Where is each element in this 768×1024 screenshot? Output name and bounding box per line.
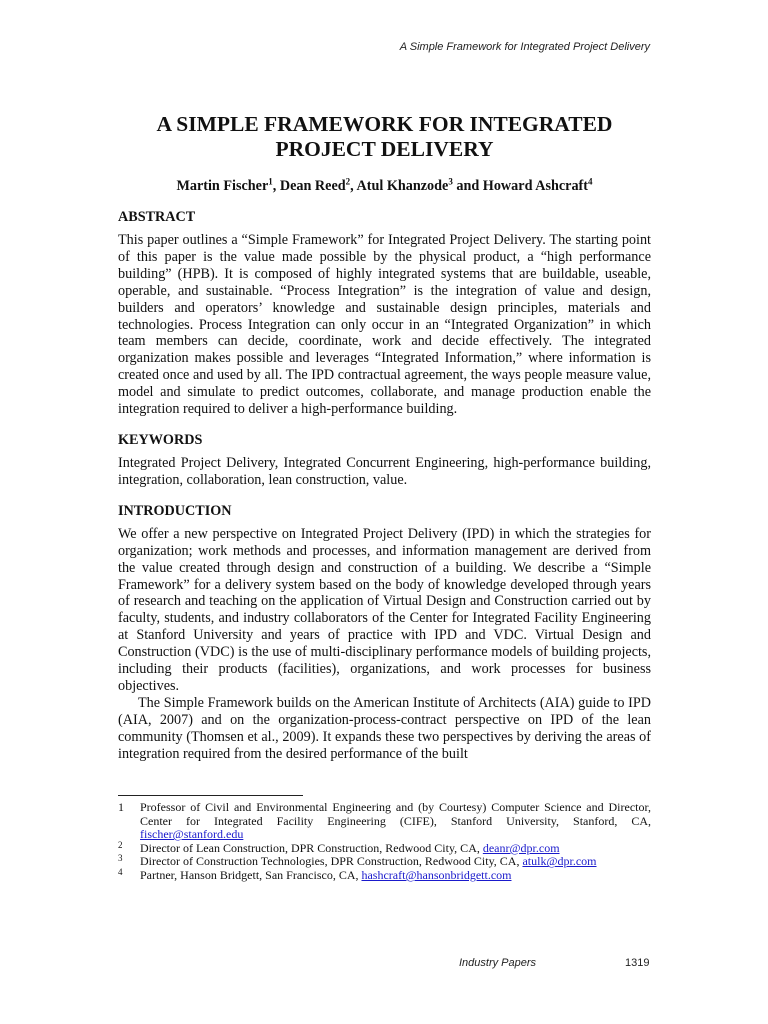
footnote-text (140, 842, 651, 856)
author-separator: and (452, 178, 483, 194)
author-name: Dean Reed (279, 178, 346, 194)
author-name: Howard Ashcraft (482, 178, 589, 194)
email-link[interactable]: deanr@dpr.com (482, 840, 560, 855)
author-name: Atul Khanzode (356, 178, 449, 194)
author-name: Martin Fischer (176, 178, 269, 194)
author-list (118, 178, 651, 195)
footnote-number: 3 (118, 853, 123, 864)
paper-title: A SIMPLE FRAMEWORK FOR INTEGRATED PROJECT DELIVERY (156, 112, 613, 161)
email-link[interactable]: hashcraft@hansonbridgett.com (361, 867, 512, 882)
footnote-affiliation: Professor of Civil and Environmental Engineering and (by Courtesy) Computer Science and Director, Center for Integrated Facility Engineering (CIFE), Stanford University, Stanford, CA, (140, 800, 651, 828)
footnote-text (140, 801, 651, 842)
introduction-paragraph-2: The Simple Framework builds on the American Institute of Architects (AIA) guide to IPD (AIA, 2007) and on the organization-process-contract perspective on IPD of the lean community (Thomsen et al., 2009). It expands these two perspectives by deriving the areas of integration required from the desired performance of the built (118, 694, 651, 762)
author-footnote-mark: 4 (588, 176, 593, 187)
running-header: A Simple Framework for Integrated Project Delivery (399, 41, 650, 53)
introduction-heading: INTRODUCTION (118, 502, 232, 519)
keywords-heading: KEYWORDS (118, 431, 203, 448)
page-number: 1319 (625, 957, 650, 969)
footnote-number: 1 (118, 800, 124, 814)
introduction-paragraph-1: We offer a new perspective on Integrated Project Delivery (IPD) in which the strategies for organization; work methods and processes, and information management are derived from the value created through design and construction of a building. We describe a “Simple Framework” for a delivery system based on the body of knowledge developed through years of research and teaching on the application of Virtual Design and Construction carried out by faculty, students, and industry collaborators of the Center for Integrated Facility Engineering at Stanford University and years of practice with IPD and VDC. Virtual Design and Construction (VDC) is the use of multi-disciplinary performance models of building projects, including their products (facilities), organizations, and work processes for business objectives. (118, 525, 651, 694)
footnote-text (140, 855, 651, 869)
footnote-affiliation: Director of Lean Construction, DPR Construction, Redwood City, CA, (140, 840, 483, 855)
footnote-item (118, 855, 651, 869)
footnote-item (118, 866, 651, 883)
author-separator: , (272, 178, 280, 194)
footnote-number: 4 (118, 866, 123, 877)
abstract-heading: ABSTRACT (118, 209, 196, 225)
email-link[interactable]: atulk@dpr.com (522, 854, 597, 869)
author-separator: , (350, 178, 357, 194)
footnote-text (140, 869, 651, 883)
footnote-item (118, 839, 651, 856)
keywords-text: Integrated Project Delivery, Integrated Concurrent Engineering, high-performance building, integration, collaboration, lean construction, value. (118, 454, 651, 488)
footnote-divider (118, 795, 303, 796)
footer-section-label: Industry Papers (459, 957, 537, 969)
main-content (118, 112, 651, 762)
author-footnote-mark: 3 (448, 176, 453, 187)
footnote-number: 2 (118, 839, 123, 850)
footnote-item (118, 801, 651, 842)
footnote-affiliation: Director of Construction Technologies, DPR Construction, Redwood City, CA, (140, 854, 523, 869)
author-footnote-mark: 2 (345, 176, 351, 187)
email-link[interactable]: fischer@stanford.edu (140, 827, 244, 842)
footnote-affiliation: Partner, Hanson Bridgett, San Francisco, CA, (140, 867, 362, 882)
abstract-text: This paper outlines a “Simple Framework” for Integrated Project Delivery. The starting point of this paper is the value made possible by the physical product, a “high performance building” (HPB). It is composed of highly integrated systems that are buildable, useable, operable, and sustainable. “Process Integration” is the integration of value and design, builders and operators’ knowledge and sustainable design principles, materials and technologies. Process Integration can only occur in an “Integrated Organization” in which team members can decide, coordinate, work and decide effectively. The integrated organization makes possible and leverages “Integrated Information,” where information is created once and used by all. The IPD contractual agreement, the ways people measure value, model and simulate to predict outcomes, collaborate, and manage production enable the integration required to deliver a high-performance building. (118, 232, 651, 418)
footnotes (118, 801, 651, 883)
author-footnote-mark: 1 (268, 176, 273, 187)
